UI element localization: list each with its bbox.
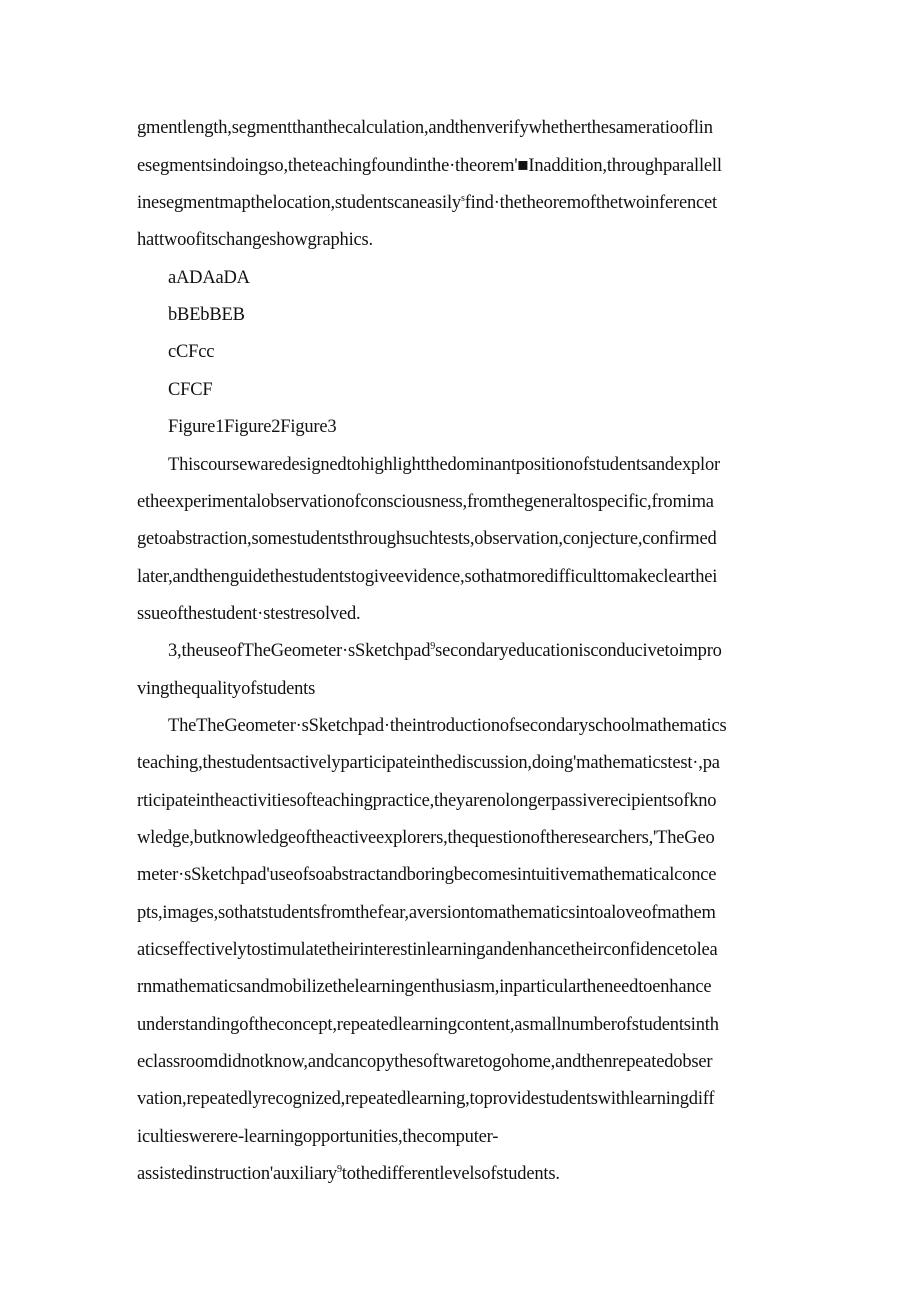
superscript-mark: 9 bbox=[336, 1163, 342, 1175]
figure-label-line: aADAaDA bbox=[168, 268, 250, 288]
text-line: rnmathematicsandmobilizethelearningenthusiasm,inparticulartheneedtoenhance bbox=[137, 977, 712, 997]
text-line: teaching,thestudentsactivelyparticipateinthediscussion,doing'mathematicstest·,pa bbox=[137, 753, 720, 773]
superscript-mark: 9 bbox=[430, 640, 436, 652]
paragraph-first-line: TheTheGeometer·sSketchpad·theintroductionofsecondaryschoolmathematics bbox=[168, 716, 727, 736]
text-line: aticseffectivelytostimulatetheirinterestinlearningandenhancetheirconfidencetolea bbox=[137, 940, 718, 960]
text-segment: inesegmentmapthelocation,studentscaneasily bbox=[137, 193, 461, 213]
text-line bbox=[137, 193, 717, 213]
figure-label-line: cCFcc bbox=[168, 342, 215, 362]
text-line bbox=[137, 1164, 560, 1184]
text-line: pts,images,sothatstudentsfromthefear,aversiontomathematicsintoaloveofmathem bbox=[137, 903, 716, 923]
text-line: wledge,butknowledgeoftheactiveexplorers,thequestionoftheresearchers,'TheGeo bbox=[137, 828, 715, 848]
figure-label-line: CFCF bbox=[168, 380, 213, 400]
text-line: etheexperimentalobservationofconsciousness,fromthegeneraltospecific,fromima bbox=[137, 492, 714, 512]
text-line: hattwoofitschangeshowgraphics. bbox=[137, 230, 373, 250]
text-line: meter·sSketchpad'useofsoabstractandboringbecomesintuitivemathematicalconce bbox=[137, 865, 717, 885]
text-line: esegmentsindoingso,theteachingfoundinthe·theorem'■Inaddition,throughparallell bbox=[137, 156, 722, 176]
text-line: eclassroomdidnotknow,andcancopythesoftwaretogohome,andthenrepeatedobser bbox=[137, 1052, 713, 1072]
text-line: gmentlength,segmentthanthecalculation,andthenverifywhetherthesameratiooflin bbox=[137, 118, 713, 138]
text-line: icultieswerere-learningopportunities,thecomputer- bbox=[137, 1127, 499, 1147]
text-segment: 3,theuseofTheGeometer·sSketchpad bbox=[168, 641, 431, 661]
text-segment: assistedinstruction'auxiliary bbox=[137, 1164, 337, 1184]
text-line: understandingoftheconcept,repeatedlearningcontent,asmallnumberofstudentsinth bbox=[137, 1015, 719, 1035]
paragraph-first-line: Thiscoursewaredesignedtohighlightthedominantpositionofstudentsandexplor bbox=[168, 455, 721, 475]
text-segment: find·thetheoremofthetwoinferencet bbox=[464, 193, 717, 213]
text-line: vation,repeatedlyrecognized,repeatedlearning,toprovidestudentswithlearningdiff bbox=[137, 1089, 715, 1109]
text-line: getoabstraction,somestudentsthroughsuchtests,observation,conjecture,confirmed bbox=[137, 529, 717, 549]
section-heading-line: vingthequalityofstudents bbox=[137, 679, 316, 699]
text-segment: tothedifferentlevelsofstudents. bbox=[341, 1164, 560, 1184]
text-line: ssueofthestudent·stestresolved. bbox=[137, 604, 361, 624]
superscript-mark: s bbox=[461, 192, 465, 204]
figure-caption-line: Figure1Figure2Figure3 bbox=[168, 417, 337, 437]
text-line: later,andthenguidethestudentstogiveevidence,sothatmoredifficulttomakeclearthei bbox=[137, 567, 718, 587]
text-segment: secondaryeducationisconducivetoimpro bbox=[435, 641, 722, 661]
section-heading-line bbox=[168, 641, 722, 661]
figure-label-line: bBEbBEB bbox=[168, 305, 245, 325]
text-line: rticipateintheactivitiesofteachingpractice,theyarenolongerpassiverecipientsofkno bbox=[137, 791, 717, 811]
